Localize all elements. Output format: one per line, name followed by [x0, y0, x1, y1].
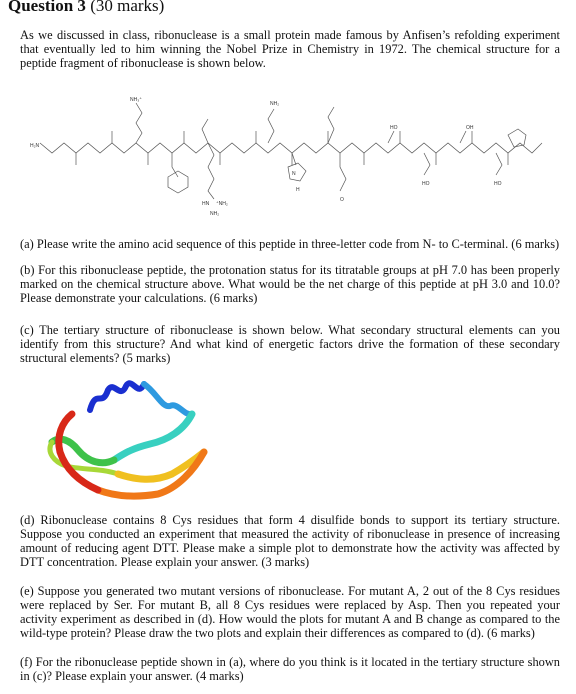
imidazole-ring [288, 163, 306, 181]
intro-paragraph: As we discussed in class, ribonuclease is a small protein made famous by Anfisen’s refolding experiment that eventually led to him winning the Nobel Prize in Chemistry in 1972. The chemical structure for a peptide fragment of ribonuclease is shown below. [20, 28, 560, 70]
backbone-chain [40, 143, 542, 153]
thr-side-chain-2 [496, 153, 502, 175]
hydroxyl-label-2: OH [466, 125, 474, 131]
met-side-chain [328, 107, 334, 143]
thr-side-chain [424, 153, 430, 175]
question-e: (e) Suppose you generated two mutant versions of ribonuclease. For mutant A, 2 out of the 8 Cys residues were replaced by Ser. For mutant B, all 8 Cys residues were replaced by Asp. Then you repeated your activity experiment as described in (d). How would the plots for mutant A and B change as compared to the wild-type protein? Please draw the two plots and explain their differences as compared to (d). (6 marks) [20, 584, 560, 640]
ribbon-segment-helix-2 [144, 384, 192, 414]
question-heading [8, 0, 164, 16]
carbonyl-o-label: O [340, 197, 344, 203]
cyclohexyl-ring [168, 171, 188, 193]
question-marks: (30 marks) [85, 0, 165, 15]
guanidinium-label: ⁺NH₂ [216, 201, 228, 207]
ribbon-segment-sheet-1 [114, 414, 192, 460]
imidazole-n-label: N [292, 171, 296, 177]
ribbon-segment-helix-1 [90, 383, 144, 410]
question-b: (b) For this ribonuclease peptide, the protonation status for its titratable groups at pH 7.0 has been properly marked on the chemical structure above. What would be the net charge of this peptide at pH 3.0 and 10.0? Please demonstrate your calculations. (6 marks) [20, 263, 560, 305]
arg-nh2-label: NH₂ [210, 211, 220, 217]
question-a: (a) Please write the amino acid sequence of this peptide in three-letter code from N- to C-terminal. (6 marks) [20, 237, 560, 251]
amino-terminus-label: H₂N [30, 143, 40, 149]
peptide-structure-diagram [30, 95, 550, 230]
ammonium-label: NH₃⁺ [130, 97, 142, 103]
arg-hn-label: HN [202, 201, 210, 207]
hydroxyl-label-4: HO [494, 181, 502, 187]
lys-side-chain [136, 103, 142, 143]
ribonuclease-ribbon-structure [30, 370, 220, 505]
hydroxyl-label-3: HO [422, 181, 430, 187]
amide-nh2-label: NH₂ [270, 101, 280, 107]
question-number: Question 3 [8, 0, 86, 15]
gln-side-chain [268, 109, 274, 143]
question-c: (c) The tertiary structure of ribonuclease is shown below. What secondary structural elements can you identify from this structure? And what kind of energetic factors drive the formation of these secondary structural elements? (5 marks) [20, 323, 560, 365]
side-chain-4 [340, 153, 346, 191]
imidazole-h-label: H [296, 187, 300, 193]
side-chain-2 [172, 153, 178, 177]
his-side-chain [292, 153, 296, 165]
question-d: (d) Ribonuclease contains 8 Cys residues that form 4 disulfide bonds to support its tertiary structure. Suppose you conducted an experiment that measured the activity of ribonuclease in presence of increasing amount of reducing agent DTT. Please make a simple plot to demonstrate how the activity was affected by DTT concentration. Please explain your answer. (3 marks) [20, 513, 560, 569]
question-f: (f) For the ribonuclease peptide shown in (a), where do you think is it located in the tertiary structure shown in (c)? Please explain your answer. (4 marks) [20, 655, 560, 683]
ser-side-chain-2 [460, 131, 466, 143]
pro-ring [508, 129, 526, 147]
ser-side-chain-1 [388, 131, 394, 143]
hydroxyl-label-1: HO [390, 125, 398, 131]
side-chain-3 [202, 119, 208, 143]
arg-side-chain [208, 143, 214, 199]
